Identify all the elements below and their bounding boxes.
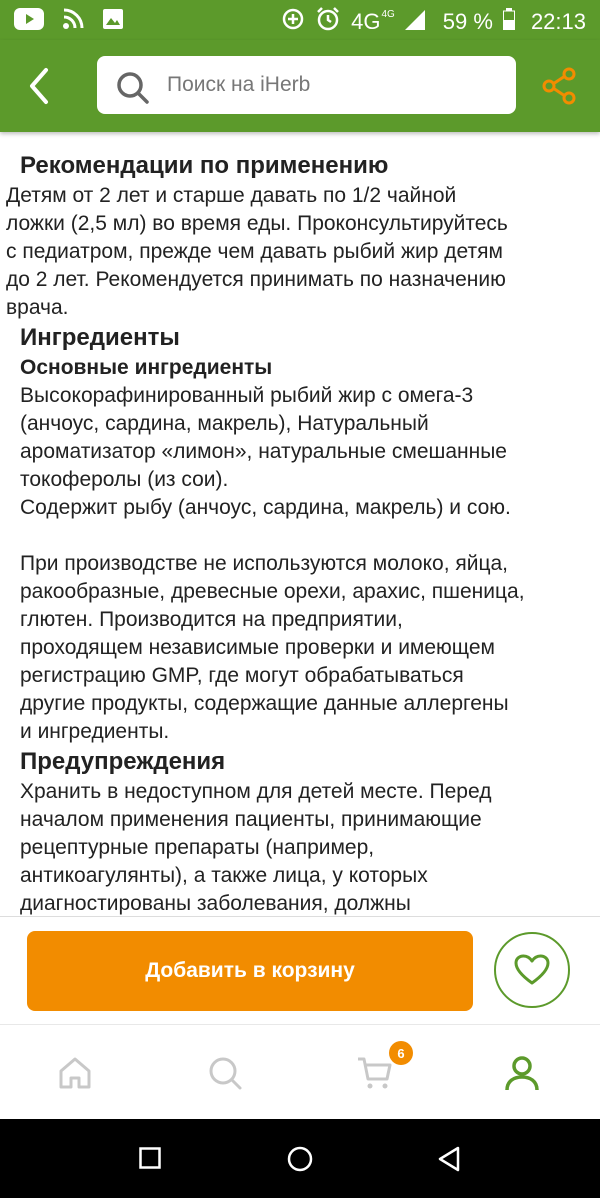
clock: 22:13	[530, 9, 586, 34]
search-icon	[205, 1053, 245, 1093]
warnings-heading: Предупреждения	[20, 748, 226, 775]
usage-line: врача.	[6, 296, 69, 319]
battery-icon	[503, 8, 515, 36]
search-icon	[115, 70, 151, 111]
add-to-cart-button[interactable]: Добавить в корзину	[27, 931, 473, 1011]
app-header	[0, 40, 600, 132]
ingredients-text: Высокорафинированный рыбий жир с омега-3 (анчоус, сардина, макрель), Натуральный ароматизатор «лимон», натуральные смешанные токоферолы (из сои). Содержит рыбу (анчоус, сардина, макрель) и сою.	[20, 384, 511, 519]
home-icon	[55, 1053, 95, 1093]
network-type	[351, 9, 395, 35]
image-icon	[102, 8, 124, 35]
network-label: 4G	[351, 9, 381, 34]
favorite-button[interactable]	[494, 932, 570, 1008]
share-button[interactable]	[540, 66, 580, 106]
usage-line: до 2 лет. Рекомендуется принимать по назначению	[6, 268, 506, 291]
search-placeholder: Поиск на iHerb	[167, 73, 311, 96]
back-button[interactable]	[18, 64, 62, 108]
share-icon	[540, 66, 580, 106]
ingredients-heading: Ингредиенты	[20, 324, 180, 351]
triangle-back-icon	[437, 1146, 461, 1172]
rss-icon	[62, 8, 84, 35]
allergen-text: При производстве не используются молоко, яйца, ракообразные, древесные орехи, арахис, пшеница, глютен. Производится на предприятии, проходящем независимые проверки и имеющем регистрацию GMP, где могут обрабатываться другие продукты, содержащие данные аллергены и ингредиенты.	[20, 552, 525, 743]
main-ingredients-heading: Основные ингредиенты	[20, 356, 273, 379]
product-details[interactable]	[0, 132, 600, 916]
tab-account[interactable]	[502, 1053, 542, 1093]
signal-icon	[405, 8, 425, 36]
usage-line: Детям от 2 лет и старше давать по 1/2 чайной	[6, 184, 457, 207]
heart-icon	[514, 954, 550, 986]
user-icon	[502, 1053, 542, 1093]
recents-button[interactable]	[139, 1147, 161, 1169]
circle-icon	[287, 1146, 313, 1172]
tab-bar	[0, 1024, 600, 1120]
home-button[interactable]	[287, 1146, 313, 1172]
usage-heading: Рекомендации по применению	[20, 152, 389, 179]
search-input[interactable]	[97, 56, 516, 114]
data-saver-icon	[281, 7, 305, 37]
status-bar	[0, 0, 600, 40]
battery-percent: 59 %	[442, 9, 493, 34]
back-arrow-icon	[18, 64, 62, 108]
tab-search[interactable]	[205, 1053, 245, 1093]
tab-cart[interactable]	[355, 1053, 395, 1093]
usage-line: ложки (2,5 мл) во время еды. Проконсультируйтесь	[6, 212, 508, 235]
warnings-text: Хранить в недоступном для детей месте. Перед началом применения пациенты, принимающие рецептурные препараты (например, антикоагулянты), а также лица, у которых диагностированы заболевания, должны	[20, 780, 492, 915]
action-panel	[0, 916, 600, 1025]
alarm-icon	[315, 6, 341, 38]
square-icon	[139, 1147, 161, 1169]
back-nav-button[interactable]	[437, 1146, 461, 1172]
network-label-small: 4G	[381, 9, 395, 20]
cart-badge: 6	[389, 1041, 413, 1065]
usage-line: с педиатром, прежде чем давать рыбий жир детям	[6, 240, 503, 263]
cart-icon	[355, 1053, 395, 1093]
tab-home[interactable]	[55, 1053, 95, 1093]
youtube-icon	[14, 8, 44, 35]
system-nav-bar	[0, 1119, 600, 1198]
